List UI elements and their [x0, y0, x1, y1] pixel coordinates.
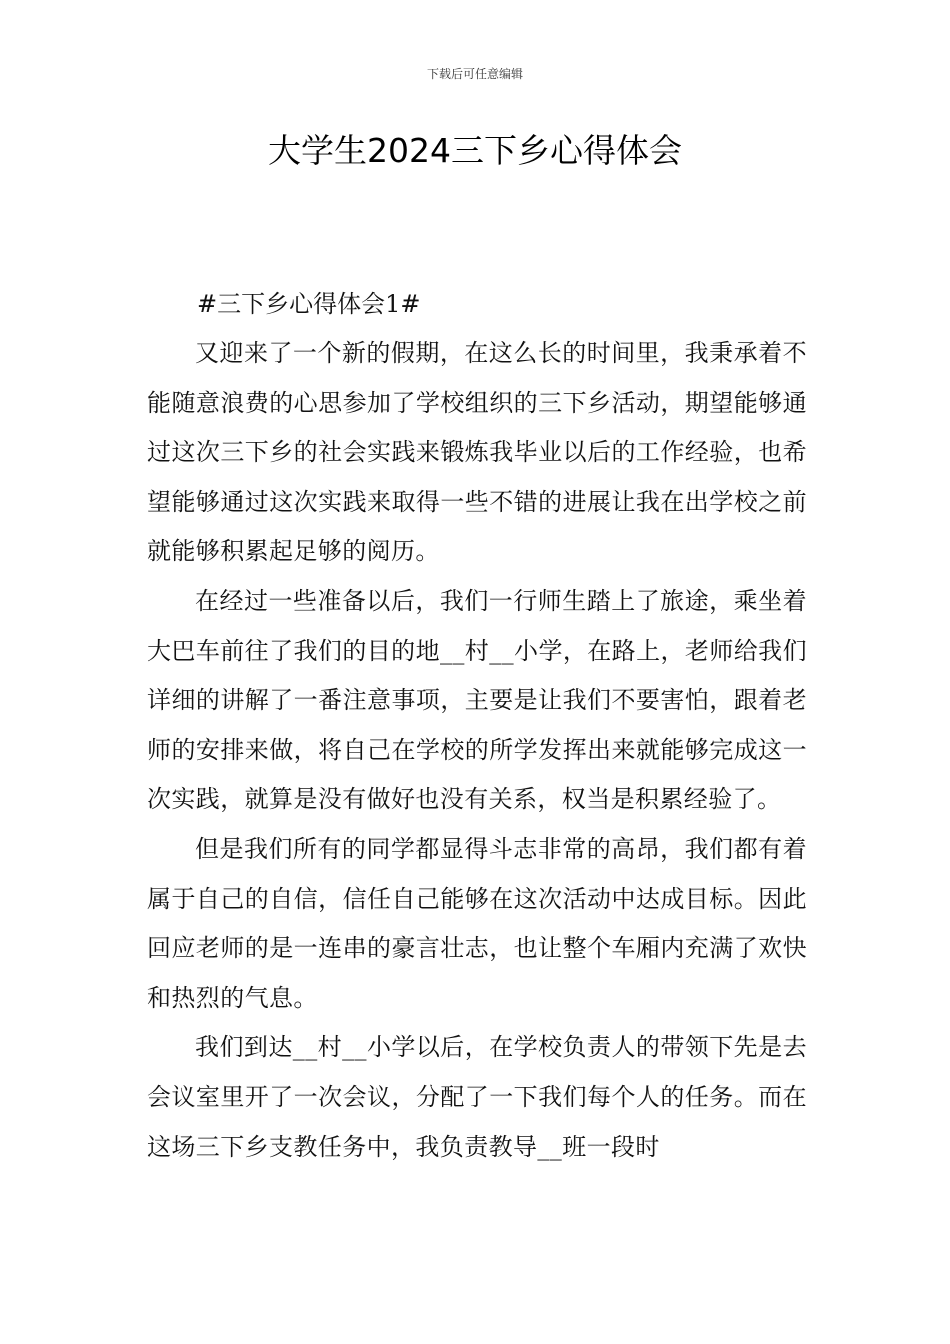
- paragraph-3: 但是我们所有的同学都显得斗志非常的高昂，我们都有着属于自己的自信，信任自己能够在这次活动中达成目标。因此回应老师的是一连串的豪言壮志，也让整个车厢内充满了欢快和热烈的气息。: [147, 834, 807, 1012]
- paragraph-2: 在经过一些准备以后，我们一行师生踏上了旅途，乘坐着大巴车前往了我们的目的地__村__小学，在路上，老师给我们详细的讲解了一番注意事项，主要是让我们不要害怕，跟着老师的安排来做，将自己在学校的所学发挥出来就能够完成这一次实践，就算是没有做好也没有关系，权当是积累经验了。: [147, 586, 807, 814]
- section-heading: #三下乡心得体会1#: [197, 290, 421, 318]
- paragraph-1: 又迎来了一个新的假期，在这么长的时间里，我秉承着不能随意浪费的心思参加了学校组织的三下乡活动，期望能够通过这次三下乡的社会实践来锻炼我毕业以后的工作经验，也希望能够通过这次实践来取得一些不错的进展让我在出学校之前就能够积累起足够的阅历。: [147, 339, 807, 566]
- document-title: 大学生2024三下乡心得体会: [268, 131, 682, 170]
- paragraph-4: 我们到达__村__小学以后，在学校负责人的带领下先是去会议室里开了一次会议，分配了一下我们每个人的任务。而在这场三下乡支教任务中，我负责教导__班一段时: [147, 1033, 807, 1161]
- document-body: [147, 280, 807, 1172]
- page-header-note: 下载后可任意编辑: [426, 67, 523, 81]
